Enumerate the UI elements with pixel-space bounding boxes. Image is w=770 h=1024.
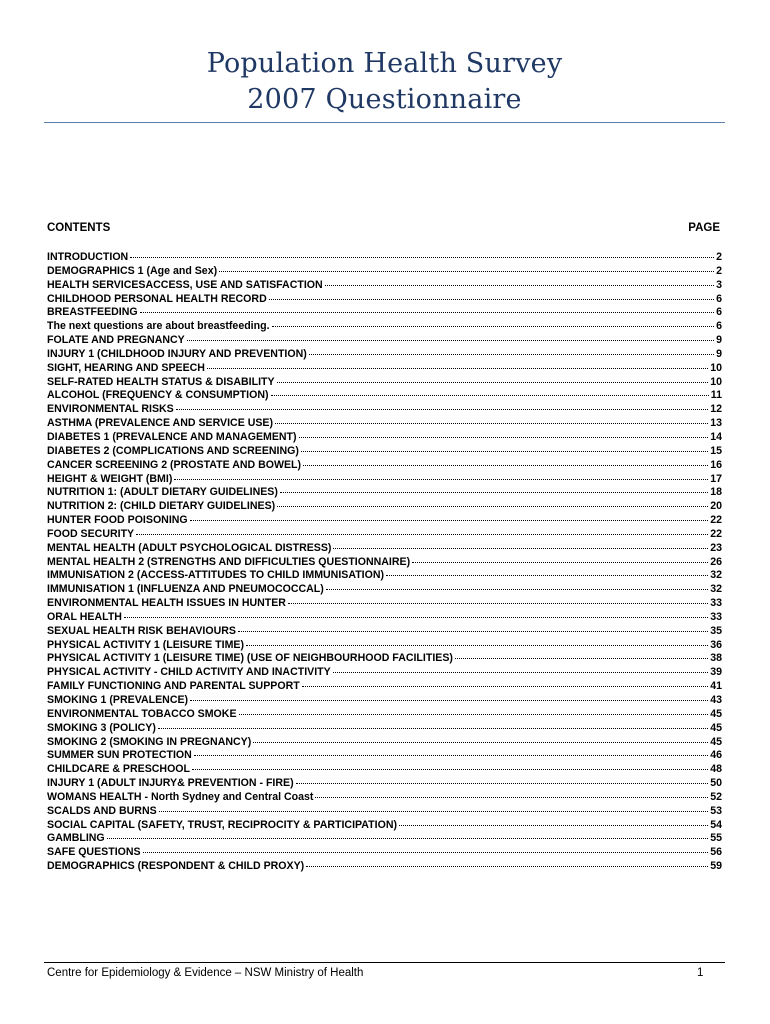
table-of-contents xyxy=(47,251,722,874)
footer-divider xyxy=(44,962,725,963)
toc-entry-label: IMMUNISATION 1 (INFLUENZA AND PNEUMOCOCCAL) xyxy=(47,583,324,596)
footer-page-number: 1 xyxy=(697,967,704,979)
toc-entry-page: 32 xyxy=(710,583,722,596)
toc-entry-page: 16 xyxy=(710,458,722,471)
toc-entry-page: 22 xyxy=(710,527,722,540)
toc-entry[interactable] xyxy=(47,486,722,500)
toc-entry[interactable] xyxy=(47,652,722,666)
toc-dot-leader xyxy=(272,326,715,327)
contents-label: CONTENTS xyxy=(47,222,111,234)
toc-entry-page: 50 xyxy=(710,777,722,790)
toc-entry-page: 53 xyxy=(710,804,722,817)
toc-entry-page: 6 xyxy=(716,292,722,305)
title-line-1: Population Health Survey xyxy=(206,48,563,79)
toc-dot-leader xyxy=(207,368,708,369)
toc-entry-page: 6 xyxy=(716,320,722,333)
toc-entry-label: SMOKING 3 (POLICY) xyxy=(47,721,156,734)
toc-dot-leader xyxy=(296,783,709,784)
toc-entry-page: 59 xyxy=(710,860,722,873)
toc-entry-label: SELF-RATED HEALTH STATUS & DISABILITY xyxy=(47,375,275,388)
toc-entry-label: FAMILY FUNCTIONING AND PARENTAL SUPPORT xyxy=(47,680,300,693)
toc-entry-page: 56 xyxy=(710,846,722,859)
toc-dot-leader xyxy=(194,755,708,756)
toc-dot-leader xyxy=(277,382,709,383)
toc-entry-page: 9 xyxy=(716,334,722,347)
toc-entry-page: 9 xyxy=(716,347,722,360)
toc-entry-page: 38 xyxy=(710,652,722,665)
toc-entry-page: 48 xyxy=(710,763,722,776)
toc-entry[interactable] xyxy=(47,528,722,542)
toc-entry-page: 20 xyxy=(710,500,722,513)
toc-entry-page: 18 xyxy=(710,486,722,499)
toc-entry[interactable] xyxy=(47,251,722,265)
toc-dot-leader xyxy=(192,769,708,770)
toc-entry-page: 35 xyxy=(710,624,722,637)
toc-dot-leader xyxy=(275,423,708,424)
toc-entry[interactable] xyxy=(47,334,722,348)
toc-entry-page: 36 xyxy=(710,638,722,651)
toc-entry-label: IMMUNISATION 2 (ACCESS-ATTITUDES TO CHILD IMMUNISATION) xyxy=(47,569,385,582)
toc-entry-page: 41 xyxy=(710,680,722,693)
toc-dot-leader xyxy=(412,562,708,563)
title-line-2: 2007 Questionnaire xyxy=(247,84,522,115)
toc-entry-page: 33 xyxy=(710,610,722,623)
toc-entry[interactable] xyxy=(47,569,722,583)
toc-dot-leader xyxy=(333,548,708,549)
toc-dot-leader xyxy=(303,465,708,466)
toc-entry[interactable] xyxy=(47,556,722,570)
contents-header xyxy=(47,222,720,234)
toc-entry-label: CHILDHOOD PERSONAL HEALTH RECORD xyxy=(47,292,267,305)
toc-entry[interactable] xyxy=(47,306,722,320)
toc-entry-page: 13 xyxy=(710,417,722,430)
toc-entry-page: 33 xyxy=(710,597,722,610)
toc-entry-page: 12 xyxy=(710,403,722,416)
toc-entry[interactable] xyxy=(47,459,722,473)
toc-dot-leader xyxy=(277,506,708,507)
toc-entry[interactable] xyxy=(47,639,722,653)
toc-entry[interactable] xyxy=(47,749,722,763)
toc-entry[interactable] xyxy=(47,403,722,417)
toc-dot-leader xyxy=(136,534,708,535)
toc-entry-page: 55 xyxy=(710,832,722,845)
toc-entry-label: HEIGHT & WEIGHT (BMI) xyxy=(47,472,173,485)
toc-entry[interactable] xyxy=(47,445,722,459)
toc-entry-label: HEALTH SERVICESACCESS, USE AND SATISFACTION xyxy=(47,278,323,291)
toc-entry-page: 54 xyxy=(710,818,722,831)
toc-entry-page: 45 xyxy=(710,735,722,748)
toc-entry-label: ENVIRONMENTAL HEALTH ISSUES IN HUNTER xyxy=(47,597,286,610)
toc-entry-label: PHYSICAL ACTIVITY 1 (LEISURE TIME) xyxy=(47,638,244,651)
toc-entry-page: 10 xyxy=(710,375,722,388)
toc-entry[interactable] xyxy=(47,376,722,390)
toc-entry-label: INJURY 1 (CHILDHOOD INJURY AND PREVENTION) xyxy=(47,347,307,360)
toc-entry[interactable] xyxy=(47,293,722,307)
toc-entry[interactable] xyxy=(47,777,722,791)
toc-dot-leader xyxy=(130,257,714,258)
toc-entry-page: 15 xyxy=(710,444,722,457)
toc-entry[interactable] xyxy=(47,611,722,625)
toc-entry-label: MENTAL HEALTH 2 (STRENGTHS AND DIFFICULTIES QUESTIONNAIRE) xyxy=(47,555,411,568)
toc-entry-label: SIGHT, HEARING AND SPEECH xyxy=(47,361,205,374)
toc-entry[interactable] xyxy=(47,832,722,846)
toc-dot-leader xyxy=(325,285,714,286)
toc-dot-leader xyxy=(107,838,709,839)
toc-entry-page: 46 xyxy=(710,749,722,762)
toc-entry-label: MENTAL HEALTH (ADULT PSYCHOLOGICAL DISTRESS) xyxy=(47,541,332,554)
toc-entry-label: The next questions are about breastfeeding. xyxy=(47,320,270,333)
toc-entry-page: 3 xyxy=(716,278,722,291)
toc-dot-leader xyxy=(333,672,709,673)
toc-entry-label: ENVIRONMENTAL RISKS xyxy=(47,403,174,416)
toc-entry[interactable] xyxy=(47,708,722,722)
toc-entry-label: CHILDCARE & PRESCHOOL xyxy=(47,763,191,776)
toc-entry-label: GAMBLING xyxy=(47,832,105,845)
toc-entry[interactable] xyxy=(47,791,722,805)
toc-dot-leader xyxy=(315,797,708,798)
toc-entry-label: ENVIRONMENTAL TOBACCO SMOKE xyxy=(47,707,237,720)
toc-entry-label: BREASTFEEDING xyxy=(47,306,138,319)
toc-dot-leader xyxy=(269,299,714,300)
toc-entry-page: 17 xyxy=(710,472,722,485)
document-title xyxy=(44,46,725,118)
toc-entry-label: FOOD SECURITY xyxy=(47,527,135,540)
toc-dot-leader xyxy=(302,686,709,687)
toc-entry[interactable] xyxy=(47,348,722,362)
toc-entry-label: CANCER SCREENING 2 (PROSTATE AND BOWEL) xyxy=(47,458,302,471)
toc-dot-leader xyxy=(190,700,708,701)
toc-entry[interactable] xyxy=(47,265,722,279)
toc-entry[interactable] xyxy=(47,320,722,334)
toc-entry-label: DEMOGRAPHICS 1 (Age and Sex) xyxy=(47,264,218,277)
toc-entry-label: ORAL HEALTH xyxy=(47,610,122,623)
toc-dot-leader xyxy=(301,451,708,452)
toc-entry-page: 32 xyxy=(710,569,722,582)
toc-dot-leader xyxy=(176,409,708,410)
toc-entry-label: SEXUAL HEALTH RISK BEHAVIOURS xyxy=(47,624,236,637)
toc-dot-leader xyxy=(246,645,708,646)
toc-dot-leader xyxy=(140,312,714,313)
toc-entry[interactable] xyxy=(47,680,722,694)
toc-entry-page: 39 xyxy=(710,666,722,679)
toc-entry[interactable] xyxy=(47,819,722,833)
toc-entry-label: SUMMER SUN PROTECTION xyxy=(47,749,192,762)
toc-dot-leader xyxy=(306,866,708,867)
toc-dot-leader xyxy=(124,617,708,618)
toc-entry-page: 45 xyxy=(710,721,722,734)
toc-entry[interactable] xyxy=(47,666,722,680)
toc-entry-label: DIABETES 2 (COMPLICATIONS AND SCREENING) xyxy=(47,444,299,457)
toc-dot-leader xyxy=(219,271,714,272)
toc-entry-page: 26 xyxy=(710,555,722,568)
toc-dot-leader xyxy=(174,479,708,480)
toc-dot-leader xyxy=(455,658,708,659)
toc-entry-label: DIABETES 1 (PREVALENCE AND MANAGEMENT) xyxy=(47,430,297,443)
footer-organisation: Centre for Epidemiology & Evidence – NSW Ministry of Health xyxy=(47,967,364,979)
toc-dot-leader xyxy=(386,575,708,576)
toc-entry[interactable] xyxy=(47,763,722,777)
toc-entry-label: SAFE QUESTIONS xyxy=(47,846,141,859)
toc-dot-leader xyxy=(239,714,709,715)
toc-entry-label: INTRODUCTION xyxy=(47,251,129,263)
toc-entry-page: 45 xyxy=(710,707,722,720)
toc-entry-page: 43 xyxy=(710,694,722,706)
toc-entry-label: SMOKING 2 (SMOKING IN PREGNANCY) xyxy=(47,735,252,748)
toc-entry-page: 14 xyxy=(710,430,722,443)
toc-entry-label: PHYSICAL ACTIVITY 1 (LEISURE TIME) (USE OF NEIGHBOURHOOD FACILITIES) xyxy=(47,652,453,665)
toc-entry-page: 22 xyxy=(710,514,722,527)
toc-entry[interactable] xyxy=(47,860,722,874)
toc-entry-page: 23 xyxy=(710,541,722,554)
toc-entry[interactable] xyxy=(47,846,722,860)
toc-entry[interactable] xyxy=(47,736,722,750)
toc-entry-page: 2 xyxy=(716,251,722,263)
title-divider xyxy=(44,122,725,123)
toc-entry[interactable] xyxy=(47,722,722,736)
toc-entry[interactable] xyxy=(47,389,722,403)
toc-entry-label: SMOKING 1 (PREVALENCE) xyxy=(47,694,189,706)
toc-entry-page: 52 xyxy=(710,790,722,803)
toc-entry-label: ALCOHOL (FREQUENCY & CONSUMPTION) xyxy=(47,389,269,402)
toc-entry[interactable] xyxy=(47,279,722,293)
toc-dot-leader xyxy=(299,437,709,438)
toc-entry-label: FOLATE AND PREGNANCY xyxy=(47,334,185,347)
toc-dot-leader xyxy=(326,589,708,590)
toc-entry-label: NUTRITION 1: (ADULT DIETARY GUIDELINES) xyxy=(47,486,278,499)
toc-entry[interactable] xyxy=(47,583,722,597)
toc-entry-label: NUTRITION 2: (CHILD DIETARY GUIDELINES) xyxy=(47,500,276,513)
toc-dot-leader xyxy=(271,395,709,396)
toc-entry-label: SCALDS AND BURNS xyxy=(47,804,157,817)
toc-entry-page: 6 xyxy=(716,306,722,319)
toc-dot-leader xyxy=(159,811,709,812)
toc-dot-leader xyxy=(187,340,714,341)
toc-dot-leader xyxy=(309,354,714,355)
toc-dot-leader xyxy=(158,728,708,729)
toc-entry-page: 10 xyxy=(710,361,722,374)
toc-entry[interactable] xyxy=(47,625,722,639)
toc-entry[interactable] xyxy=(47,694,722,708)
toc-dot-leader xyxy=(253,742,708,743)
toc-entry[interactable] xyxy=(47,500,722,514)
toc-entry-page: 11 xyxy=(710,389,722,402)
toc-dot-leader xyxy=(190,520,709,521)
toc-dot-leader xyxy=(399,825,708,826)
toc-entry[interactable] xyxy=(47,473,722,487)
toc-entry[interactable] xyxy=(47,542,722,556)
toc-entry-label: INJURY 1 (ADULT INJURY& PREVENTION - FIRE) xyxy=(47,777,294,790)
toc-entry-label: SOCIAL CAPITAL (SAFETY, TRUST, RECIPROCITY & PARTICIPATION) xyxy=(47,818,397,831)
toc-entry[interactable] xyxy=(47,597,722,611)
toc-entry-page: 2 xyxy=(716,264,722,277)
toc-entry[interactable] xyxy=(47,431,722,445)
toc-dot-leader xyxy=(143,852,709,853)
toc-entry-label: WOMANS HEALTH - North Sydney and Central Coast xyxy=(47,790,314,803)
toc-dot-leader xyxy=(238,631,708,632)
toc-entry[interactable] xyxy=(47,514,722,528)
toc-entry[interactable] xyxy=(47,805,722,819)
toc-entry-label: DEMOGRAPHICS (RESPONDENT & CHILD PROXY) xyxy=(47,860,305,873)
toc-entry-label: HUNTER FOOD POISONING xyxy=(47,514,188,527)
toc-entry[interactable] xyxy=(47,417,722,431)
toc-entry-label: PHYSICAL ACTIVITY - CHILD ACTIVITY AND INACTIVITY xyxy=(47,666,331,679)
toc-entry[interactable] xyxy=(47,362,722,376)
toc-dot-leader xyxy=(288,603,708,604)
page-column-label: PAGE xyxy=(688,222,720,234)
toc-dot-leader xyxy=(280,492,708,493)
toc-entry-label: ASTHMA (PREVALENCE AND SERVICE USE) xyxy=(47,417,274,430)
